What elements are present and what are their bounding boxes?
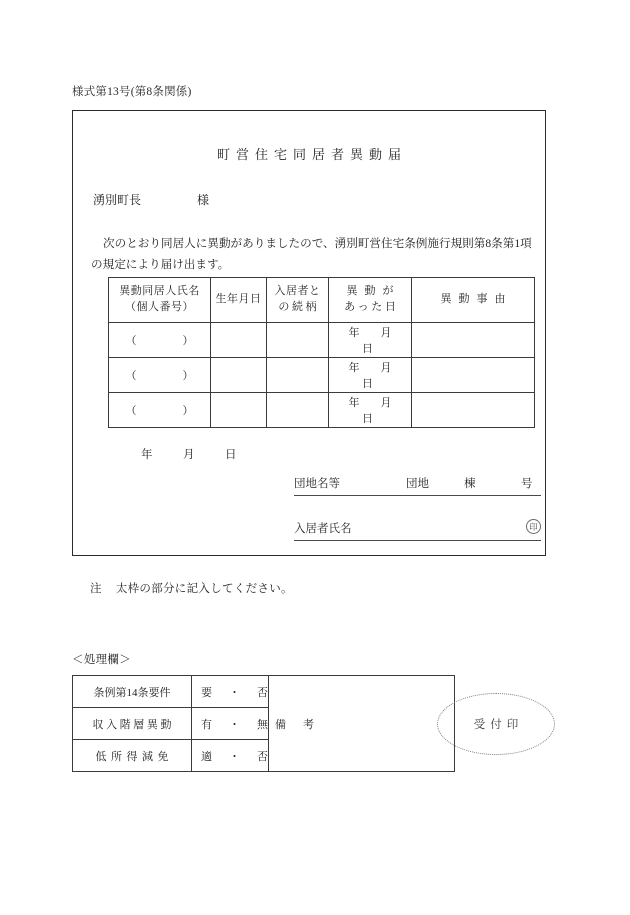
cell-birthdate-1[interactable] [211, 323, 267, 358]
header-birthdate-line1: 生年月日 [215, 293, 262, 306]
processing-label-text-2: 収入階層異動 [92, 718, 175, 731]
date-day-unit: 日 [225, 449, 237, 461]
cell-name-1[interactable] [109, 323, 211, 358]
resident-name-label: 入居者氏名 [294, 523, 352, 535]
processing-heading: ＜処理欄＞ [72, 654, 131, 666]
header-relation [267, 278, 329, 323]
resident-name-row[interactable] [294, 518, 541, 541]
processing-remarks-label: 備 考 [275, 718, 317, 731]
number-unit-label: 号 [521, 478, 533, 490]
processing-label-text-3: 低所得減免 [95, 750, 173, 763]
header-relation-line2: の続柄 [278, 301, 320, 313]
processing-label-3 [73, 740, 192, 772]
table-header-row [109, 278, 535, 323]
processing-label-2 [73, 708, 192, 740]
header-name-line1: 異動同居人氏名 [119, 285, 200, 298]
date-units-3: 年 月 日 [348, 397, 413, 425]
estate-name-label: 団地名等 [294, 478, 340, 490]
cell-birthdate-2[interactable] [211, 358, 267, 393]
signature-block [294, 473, 541, 541]
header-reason-line1: 異動事由 [440, 293, 513, 306]
date-month-unit: 月 [183, 449, 195, 461]
estate-unit-label: 団地 [406, 478, 429, 490]
header-change-date-line2: あった日 [344, 301, 399, 313]
header-change-date [329, 278, 412, 323]
cell-birthdate-3[interactable] [211, 393, 267, 428]
cell-change-date-3[interactable] [329, 393, 412, 428]
processing-label-text-1: 条例第14条要件 [93, 686, 171, 699]
header-birthdate [211, 278, 267, 323]
form-number: 様式第13号(第8条関係) [72, 86, 192, 98]
header-change-date-line1: 異動が [346, 285, 401, 298]
name-parentheses-3 [126, 402, 194, 418]
header-name-line2: （個人番号） [125, 301, 194, 313]
processing-choice-text-2: 有 ・ 無 [201, 718, 271, 731]
processing-choice-1[interactable] [192, 676, 269, 708]
cell-relation-1[interactable] [267, 323, 329, 358]
name-parentheses-1 [126, 332, 194, 348]
cell-change-date-2[interactable] [329, 358, 412, 393]
processing-row [73, 676, 455, 708]
table-row [109, 358, 535, 393]
cell-name-2[interactable] [109, 358, 211, 393]
header-reason [412, 278, 535, 323]
cell-change-date-1[interactable] [329, 323, 412, 358]
paren-close: ） [182, 335, 194, 347]
cell-relation-3[interactable] [267, 393, 329, 428]
paren-close: ） [182, 405, 194, 417]
paren-open: （ [125, 370, 137, 382]
note-text: 太枠の部分に記入してください。 [115, 583, 293, 595]
seal-icon: 印 [526, 519, 541, 534]
building-unit-label: 棟 [464, 478, 476, 490]
document-title: 町営住宅同居者異動届 [216, 147, 407, 162]
table-row [109, 393, 535, 428]
header-name [109, 278, 211, 323]
note-prefix: 注 [90, 583, 102, 595]
estate-name-row[interactable] [294, 473, 541, 496]
processing-choice-3[interactable] [192, 740, 269, 772]
submission-date-line[interactable] [141, 446, 237, 462]
cell-reason-2[interactable] [412, 358, 535, 393]
cell-name-3[interactable] [109, 393, 211, 428]
addressee-honorific: 様 [197, 193, 210, 207]
date-units-2: 年 月 日 [348, 362, 413, 390]
receipt-stamp-label: 受付印 [473, 719, 524, 731]
header-relation-line1: 入居者と [274, 285, 321, 298]
cell-reason-1[interactable] [412, 323, 535, 358]
processing-choice-text-1: 要 ・ 否 [201, 686, 271, 699]
processing-table [72, 675, 455, 772]
date-units-1: 年 月 日 [348, 327, 413, 355]
processing-remarks-cell[interactable] [269, 676, 455, 772]
body-statement: 次のとおり同居人に異動がありましたので、湧別町営住宅条例施行規則第8条第1項の規定により届け出ます。 [91, 237, 532, 272]
processing-choice-2[interactable] [192, 708, 269, 740]
addressee-line [93, 191, 209, 208]
processing-label-1 [73, 676, 192, 708]
table-row [109, 323, 535, 358]
date-year-unit: 年 [141, 449, 153, 461]
main-form-box [72, 110, 546, 556]
cell-reason-3[interactable] [412, 393, 535, 428]
note-line [90, 580, 293, 596]
receipt-stamp-area [437, 693, 555, 755]
addressee-name: 湧別町長 [93, 193, 142, 207]
paren-open: （ [125, 405, 137, 417]
paren-close: ） [182, 370, 194, 382]
name-parentheses-2 [126, 367, 194, 383]
processing-choice-text-3: 適 ・ 否 [201, 750, 271, 763]
cell-relation-2[interactable] [267, 358, 329, 393]
change-table [108, 277, 535, 428]
paren-open: （ [125, 335, 137, 347]
